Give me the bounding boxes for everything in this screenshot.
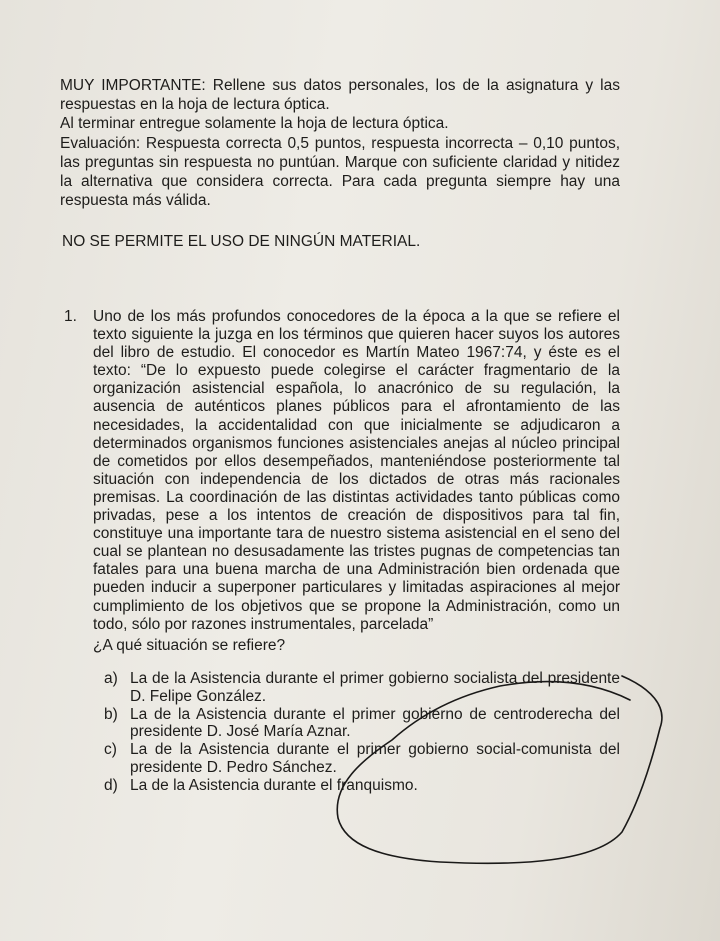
entregue-paragraph: Al terminar entregue solamente la hoja de lectura óptica. (60, 115, 449, 133)
option-d-letter: d) (104, 776, 118, 794)
answer-options (104, 670, 620, 795)
question-number: 1. (64, 308, 77, 325)
option-a-letter: a) (104, 670, 118, 687)
option-b (104, 706, 620, 742)
option-a (104, 670, 620, 706)
evaluacion-text: Respuesta correcta 0,5 puntos, respuesta incorrecta – 0,10 puntos, las preguntas sin respuesta no puntúan. Marque con suficiente claridad y nitidez la alternativa que considera correcta. Para cada pregunta siempre hay una respuesta más válida. (60, 134, 620, 210)
option-b-letter: b) (104, 705, 118, 723)
question-text: Uno de los más profundos conocedores de la época a la que se refiere el texto siguiente la juzga en los términos que quieren hacer suyos los autores del libro de estudio. El conocedor es Martín Mateo 1967:74, y éste es el texto: “De lo expuesto puede colegirse el carácter fragmentario de la organización asistencial española, lo anacrónico de su regulación, la ausencia de auténticos planes públicos para el afrontamiento de las necesidades, la accidentalidad con que inicialmente se adjudicaron a determinados organismos funciones asistenciales anejas al núcleo principal de cometidos por ellos desempeñados, manteniéndose posteriormente tal situación con independencia de los dictados de otras más racionales premisas. La coordinación de las distintas actividades tanto públicas como privadas, pese a los intentos de creación de dispositivos para tal fin, constituye una importante tara de nuestro sistema asistencial en el seno del cual se plantean no desusadamente las tristes pugnas de competencias tan fatales para una buena marcha de una Administración bien ordenada que pueden inducir a superponer particulares y limitadas aspiraciones al mejor cumplimiento de los objetivos que se propone la Administración, como un todo, sólo por razones instrumentales, parcelada” (93, 308, 620, 633)
option-d-text: La de la Asistencia durante el franquismo. (130, 776, 418, 794)
importante-text: Rellene sus datos personales, los de la asignatura y las respuestas en la hoja de lectura óptica. (60, 77, 620, 114)
option-d (104, 777, 620, 795)
option-c-letter: c) (104, 741, 117, 759)
option-a-text: La de la Asistencia durante el primer gobierno socialista del presidente D. Felipe González. (130, 670, 620, 705)
evaluacion-paragraph (60, 134, 620, 211)
option-c (104, 741, 620, 777)
question-ask: ¿A qué situación se refiere? (93, 637, 286, 654)
importante-label: MUY IMPORTANTE: (60, 77, 206, 94)
importante-paragraph (60, 76, 620, 114)
instructions-block (60, 76, 620, 210)
option-c-text: La de la Asistencia durante el primer gobierno social-comunista del presidente D. Pedro Sánchez. (130, 741, 620, 776)
option-b-text: La de la Asistencia durante el primer gobierno de centroderecha del presidente D. José María Aznar. (130, 705, 620, 741)
evaluacion-label: Evaluación: (60, 134, 141, 152)
no-material-notice: NO SE PERMITE EL USO DE NINGÚN MATERIAL. (62, 233, 421, 250)
